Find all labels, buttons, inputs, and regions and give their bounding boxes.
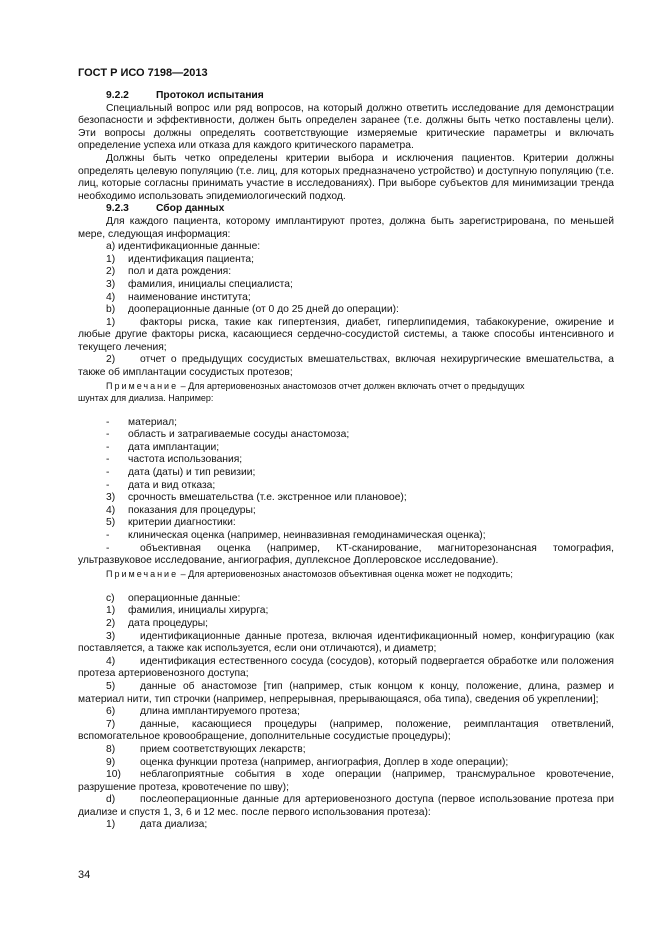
list-item: 2) дата процедуры;: [106, 617, 209, 629]
list-item: 3) идентификационные данные протеза, включая идентификационный номер, конфигурацию (как поставляется, а также как используется, если они отличаются), и диаметр;: [78, 630, 614, 655]
paragraph: Должны быть четко определены критерии выбора и исключения пациентов. Критерии должны определять целевую популяцию (т.е. лиц, для которых предназначено устройство) и доступную популяцию (т.е. лиц, которые согласны принимать участие в исследованиях). При выборе субъектов для минимизации тренда необходимо использовать эпидемиологический подход.: [78, 152, 614, 202]
note: Примечание – Для артериовенозных анастомозов отчет должен включать отчет о предыдущих: [106, 380, 525, 391]
paragraph: Специальный вопрос или ряд вопросов, на который должно ответить исследование для демонстрации безопасности и эффективности, должен быть определен заранее (т.е. должны быть четко поставлены цели). Эти вопросы должны определять соответствующие измеряемые критические параметры и включать определение успеха или отказа для каждого критического параметра.: [78, 102, 614, 152]
list-item: d) послеоперационные данные для артериовенозного доступа (первое использование протеза при диализе и спустя 1, 3, 6 и 12 мес. после первого использования протеза):: [78, 794, 614, 818]
list-item: 3) фамилия, инициалы специалиста;: [106, 278, 293, 290]
list-item: 8) прием соответствующих лекарств;: [106, 743, 306, 755]
list-item: 7) данные, касающиеся процедуры (например, положение, реимплантация ответвлений, вспомогательное кровообращение, дополнительные сосудистые процедуры);: [78, 718, 614, 743]
list-heading: а) идентификационные данные:: [106, 241, 261, 253]
list-item: 3) срочность вмешательства (т.е. экстренное или плановое);: [106, 492, 407, 504]
page-content: [78, 90, 614, 832]
list-item: - дата имплантации;: [106, 441, 220, 453]
list-item: - частота использования;: [106, 454, 243, 466]
list-item: 5) критерии диагностики:: [106, 517, 236, 529]
list-item: 1) дата диализа;: [106, 819, 208, 831]
list-item: 10) неблагоприятные события в ходе операции (например, трансмуральное кровотечение, разрушение протеза, кровотечение по шву);: [78, 769, 614, 793]
section-heading-9-2-3: 9.2.3 Сбор данных: [106, 203, 225, 215]
list-item: с) операционные данные:: [106, 592, 241, 604]
list-item: 4) наименование института;: [106, 291, 251, 303]
list-item: 1) факторы риска, такие как гипертензия, диабет, гиперлипидемия, табакокурение, ожирение и любые другие факторы риска, касающиеся сердечно-сосудистой системы, а также способы интенсивного и текущего лечения;: [78, 316, 614, 353]
list-item: 4) показания для процедуры;: [106, 504, 256, 516]
page-number: 34: [78, 869, 91, 881]
note: Примечание – Для артериовенозных анастомозов объективная оценка может не подходить;: [106, 568, 513, 579]
list-item: 6) длина имплантируемого протеза;: [106, 706, 300, 718]
list-item: 4) идентификация естественного сосуда (сосудов), который подвергается обработке или положения протеза артериовенозного доступа;: [78, 655, 614, 680]
list-item: 9) оценка функции протеза (например, ангиография, Доплер в ходе операции);: [106, 756, 509, 768]
list-item: 2) пол и дата рождения:: [106, 266, 232, 278]
note-continuation: шунтах для диализа. Например:: [78, 392, 214, 403]
list-item: 5) данные об анастомозе [тип (например, стык концом к концу, положение, длина, размер и материал нити, тип строчки (например, непрерывная, прерывающаяся, оба типа), сведения об укреплении];: [78, 680, 614, 705]
standard-header: ГОСТ Р ИСО 7198—2013: [78, 67, 208, 79]
list-item: - дата и вид отказа;: [106, 479, 216, 491]
list-item: - объективная оценка (например, КТ-сканирование, магниторезонансная томография, ультразвуковое исследование, ангиография, дуплексное Доплеровское исследование).: [78, 542, 614, 567]
list-item: - клиническая оценка (например, неинвазивная гемодинамическая оценка);: [106, 530, 486, 541]
section-heading-9-2-2: 9.2.2 Протокол испытания: [106, 90, 264, 101]
list-item: - материал;: [106, 416, 177, 428]
list-item: - область и затрагиваемые сосуды анастомоза;: [106, 429, 350, 441]
list-item: b) дооперационные данные (от 0 до 25 дней до операции):: [106, 304, 399, 316]
list-item: - дата (даты) и тип ревизии;: [106, 467, 256, 479]
list-item: 1) идентификация пациента;: [106, 253, 254, 265]
paragraph: Для каждого пациента, которому имплантируют протез, должна быть зарегистрирована, по меньшей мере, следующая информация:: [78, 215, 614, 240]
list-item: 1) фамилия, инициалы хирурга;: [106, 605, 269, 617]
list-item: 2) отчет о предыдущих сосудистых вмешательствах, включая нехирургические вмешательства, а также об имплантации сосудистых протезов;: [78, 354, 614, 379]
